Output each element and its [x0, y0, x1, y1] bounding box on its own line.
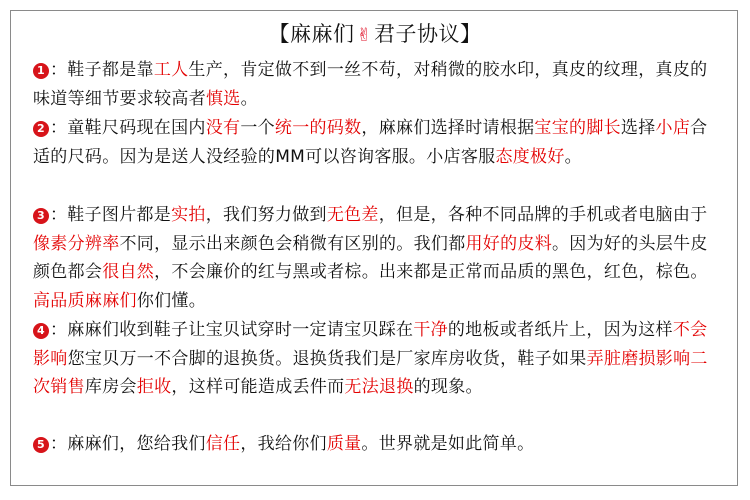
highlight-text: 工人: [153, 60, 189, 80]
clause-text: 。: [564, 146, 582, 167]
clause-number-badge: 4: [33, 323, 49, 339]
highlight-text: 宝宝的脚长: [534, 118, 621, 138]
clause-text: 的现象。: [413, 377, 483, 397]
highlight-text: 信任: [205, 434, 241, 454]
clause-text: 选择: [620, 118, 656, 138]
clause-text: ：鞋子图片都是: [50, 205, 172, 225]
clause-text: ，这样可能造成丢件而: [171, 377, 345, 397]
clause-text: ，麻麻们选择时请根据: [361, 118, 535, 138]
highlight-text: 无色差: [326, 205, 379, 225]
highlight-text: 干净: [413, 320, 448, 340]
highlight-text: 没有: [205, 118, 241, 138]
clause-text: 一个: [240, 118, 275, 138]
highlight-text: 实拍: [171, 205, 206, 225]
clause-text: 库房会: [84, 377, 137, 397]
victory-hand-icon: ✌: [356, 25, 373, 46]
highlight-text: 统一的码数: [274, 118, 362, 138]
clause-number-badge: 1: [33, 63, 49, 79]
clause-text: 生产，肯定做不到一丝不苟，对稍微的胶水印，真皮的纹理，真皮的味道等细节要求较高者: [33, 60, 708, 109]
highlight-text: 高品质麻麻们: [33, 290, 137, 311]
clause-text: 。世界就是如此简单。: [361, 434, 535, 454]
clause-1: [33, 56, 723, 113]
clause-text: 。: [240, 88, 258, 109]
highlight-text: 态度极好: [495, 146, 565, 167]
clause-text: 你们懂。: [136, 290, 207, 311]
highlight-text: 拒收: [136, 377, 172, 397]
highlight-text: 不会影响: [33, 320, 708, 369]
clause-3: [33, 201, 723, 315]
clause-text: 的地板或者纸片上，因为这样: [447, 320, 673, 340]
clause-number-badge: 3: [33, 208, 49, 224]
clause-text: ，不会廉价的红与黑或者棕。出来都是正常而品质的黑色，红色，棕色。: [154, 262, 708, 282]
highlight-text: 像素分辨率: [33, 233, 120, 254]
clause-2: [33, 114, 723, 171]
highlight-text: 小店: [655, 118, 691, 138]
highlight-text: 质量: [326, 434, 362, 454]
highlight-text: 用好的皮料: [465, 233, 552, 254]
clause-text: ：童鞋尺码现在国内: [50, 118, 206, 138]
clause-5: [33, 430, 723, 459]
clause-text: ：麻麻们，您给我们: [50, 434, 206, 454]
clause-text: ，我给你们: [240, 434, 327, 454]
clause-text: ，我们努力做到: [205, 205, 327, 225]
clause-text: ，但是，各种不同品牌的手机或者电脑由于: [378, 205, 708, 225]
clause-text: 合适的尺码。因为是送人没经验的MM可以咨询客服。小店客服: [33, 118, 708, 167]
clause-text: ：麻麻们收到鞋子让宝贝试穿时一定请宝贝踩在: [50, 320, 414, 340]
clause-4: [33, 316, 723, 402]
clause-text: 。因为好的头层牛皮颜色都会: [33, 233, 708, 282]
highlight-text: 无法退换: [344, 377, 414, 397]
highlight-text: 很自然: [102, 262, 155, 282]
highlight-text: 慎选: [206, 88, 241, 109]
clause-text: 不同，显示出来颜色会稍微有区别的。我们都: [119, 233, 466, 254]
title-left: 【麻麻们: [268, 22, 355, 46]
highlight-text: 弄脏磨损影响二次销售: [33, 348, 708, 397]
clause-number-badge: 2: [33, 121, 49, 137]
clause-text: 您宝贝万一不合脚的退换货。退换货我们是厂家库房收货，鞋子如果: [67, 348, 587, 369]
title-right: 君子协议】: [374, 22, 482, 46]
clause-number-badge: 5: [33, 437, 49, 453]
page-title: [0, 20, 750, 50]
clause-text: ：鞋子都是靠: [50, 60, 154, 80]
